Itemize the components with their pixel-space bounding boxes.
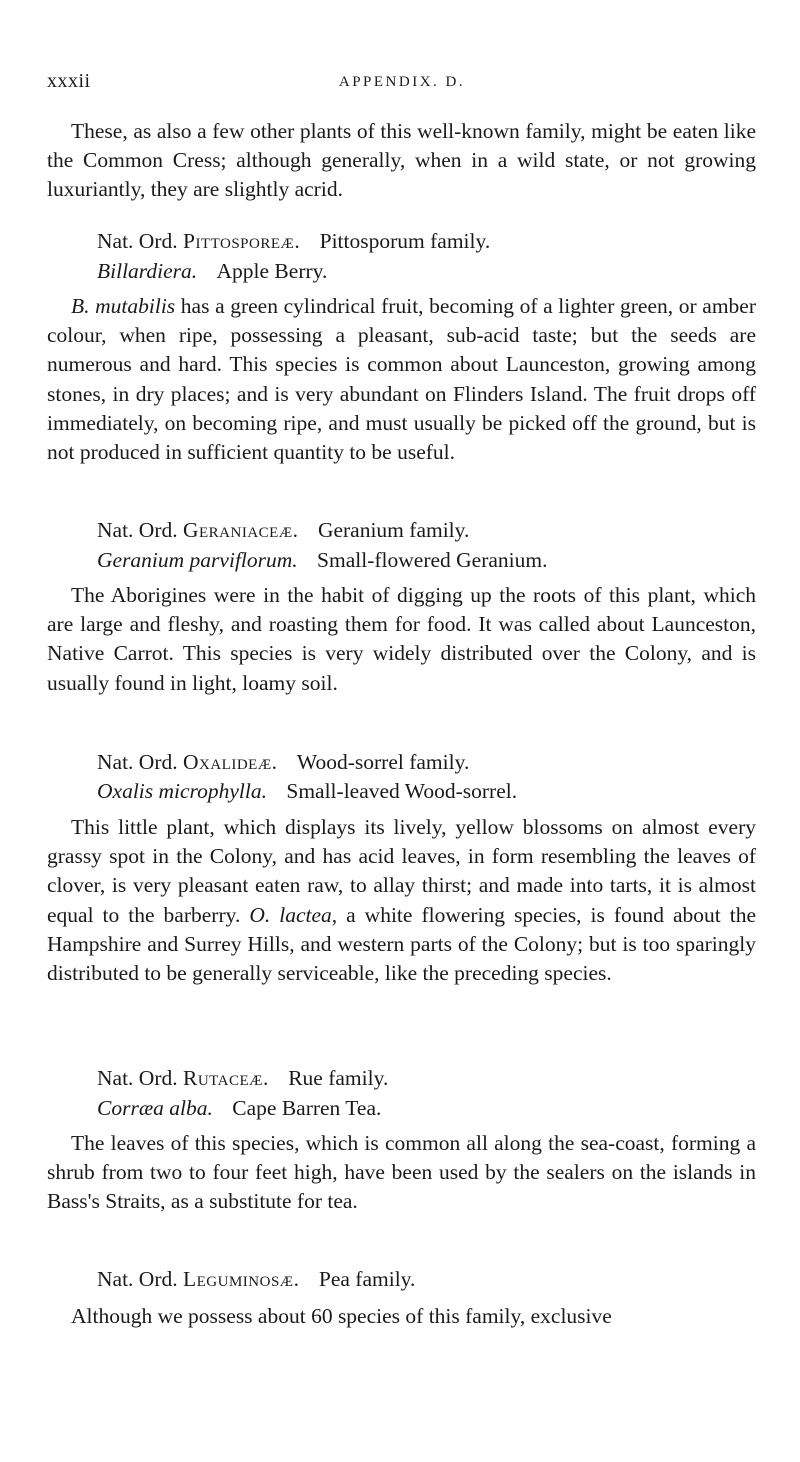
paragraph-text: This little plant, which displays its lively, yellow blossoms on almost every grassy spot in the Colony, and has acid leaves, in form resembling the leaves of clover, is very pleasant eaten raw, to allay thirst; and made into tarts, it is almost equal to the barberry. xyxy=(47,815,756,927)
order-name: Leguminosæ. xyxy=(182,1267,300,1291)
family-name: Geranium family. xyxy=(317,518,470,542)
genus-name: Billardiera. xyxy=(97,259,198,283)
family-name: Pea family. xyxy=(318,1267,416,1291)
order-heading-rutaceae xyxy=(97,1063,757,1093)
common-name: Apple Berry. xyxy=(216,259,328,283)
genus-name: Corræa alba. xyxy=(97,1096,213,1120)
page-number: xxxii xyxy=(47,70,91,92)
common-name: Cape Barren Tea. xyxy=(232,1096,382,1120)
common-name: Small-flowered Geranium. xyxy=(317,548,548,572)
pittosporeae-paragraph xyxy=(47,292,756,467)
order-name: Rutaceæ. xyxy=(182,1066,269,1090)
family-name: Rue family. xyxy=(288,1066,389,1090)
page-header xyxy=(47,70,757,100)
geraniaceae-paragraph: The Aborigines were in the habit of digging up the roots of this plant, which are large and fleshy, and roasting them for food. It was called about Launceston, Native Carrot. This species is very widely distributed over the Colony, and is usually found in light, loamy soil. xyxy=(47,583,756,695)
leguminosae-paragraph: Although we possess about 60 species of this family, exclusive xyxy=(71,1304,612,1328)
order-name: Geraniaceæ. xyxy=(182,518,299,542)
order-name: Pittosporeæ. xyxy=(182,229,301,253)
genus-name: Geranium parviflorum. xyxy=(97,548,298,572)
species-name: O. lactea xyxy=(249,902,332,927)
order-prefix: Nat. Ord. xyxy=(97,518,178,542)
order-name: Oxalideæ. xyxy=(182,750,278,774)
family-name: Wood-sorrel family. xyxy=(296,750,470,774)
order-heading-geraniaceae xyxy=(97,515,757,545)
order-heading-pittosporeae xyxy=(97,226,757,256)
species-heading-billardiera xyxy=(97,256,757,286)
rutaceae-paragraph: The leaves of this species, which is common all along the sea-coast, forming a shrub from two to four feet high, have been used by the sealers on the islands in Bass's Straits, as a substitute for tea. xyxy=(47,1131,756,1214)
intro-paragraph: These, as also a few other plants of this well-known family, might be eaten like the Common Cress; although generally, when in a wild state, or not growing luxuriantly, they are slightly acrid. xyxy=(47,119,756,202)
running-head: APPENDIX. D. xyxy=(338,74,466,90)
order-prefix: Nat. Ord. xyxy=(97,229,178,253)
species-heading-oxalis xyxy=(97,776,757,806)
family-name: Pittosporum family. xyxy=(319,229,491,253)
paragraph-text: , a white flowering species, is found about the Hampshire and Surrey Hills, and western parts of the Colony; but is too sparingly distributed to be generally serviceable, like the preceding species. xyxy=(47,902,756,986)
species-heading-geranium xyxy=(97,545,757,575)
order-heading-leguminosae xyxy=(97,1264,757,1294)
genus-name: Oxalis microphylla. xyxy=(97,779,267,803)
species-heading-corraea xyxy=(97,1093,757,1123)
common-name: Small-leaved Wood-sorrel. xyxy=(286,779,518,803)
oxalideae-paragraph xyxy=(47,813,756,988)
order-prefix: Nat. Ord. xyxy=(97,1066,178,1090)
species-name: B. mutabilis xyxy=(71,294,176,318)
order-prefix: Nat. Ord. xyxy=(97,750,178,774)
order-prefix: Nat. Ord. xyxy=(97,1267,178,1291)
paragraph-text: has a green cylindrical fruit, becoming of a lighter green, or amber colour, when ripe, possessing a pleasant, sub-acid taste; but the seeds are numerous and hard. This species is common about Launceston, growing among stones, in dry places; and is very abundant on Flinders Island. The fruit drops off immediately, on becoming ripe, and must usually be picked off the ground, but is not produced in sufficient quantity to be useful. xyxy=(47,294,756,465)
order-heading-oxalideae xyxy=(97,747,757,777)
